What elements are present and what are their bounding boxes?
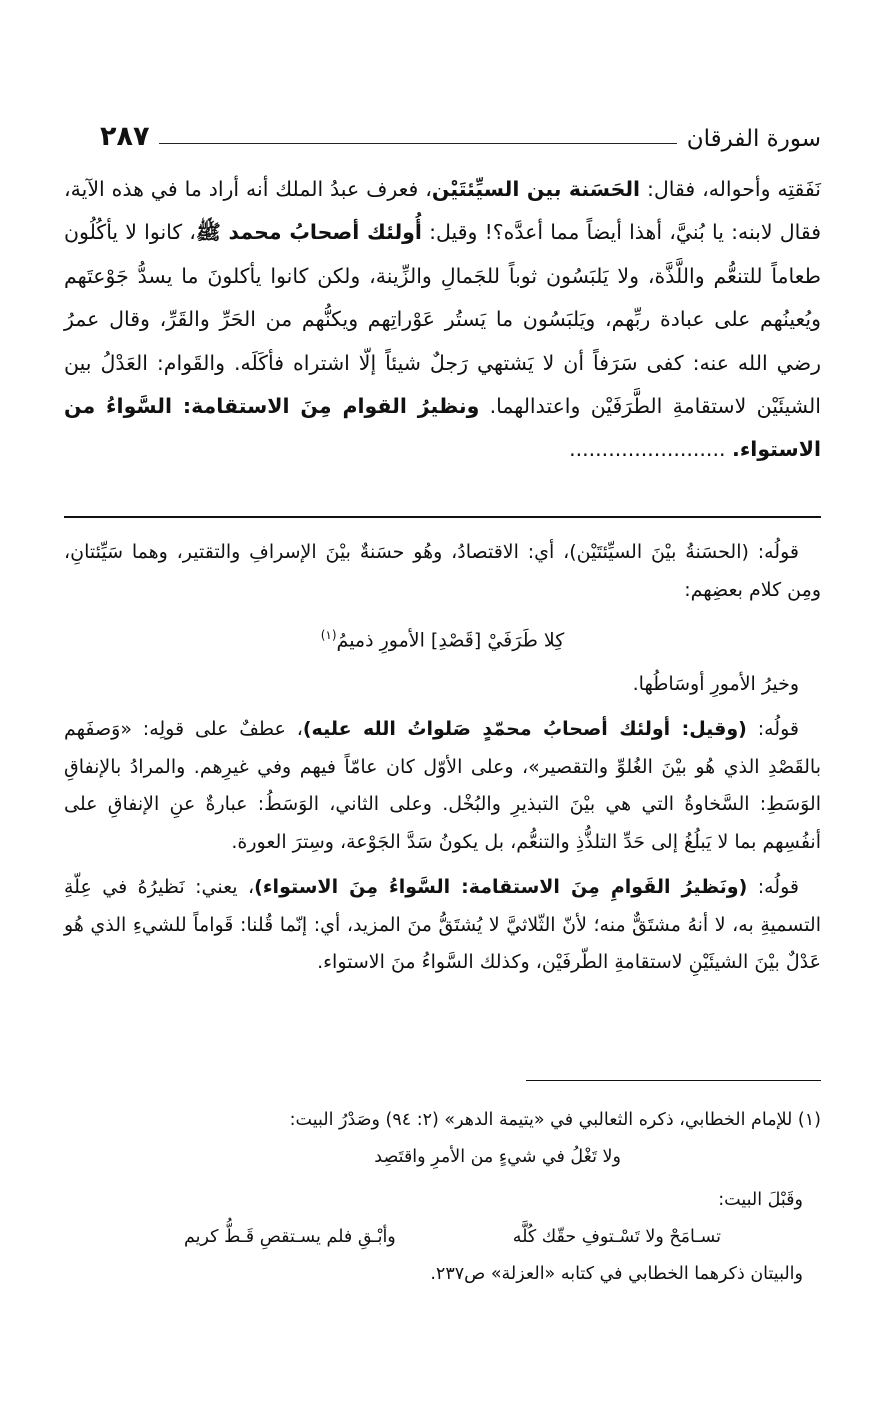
footnote-label: وقَبْلَ البيت:	[718, 1190, 803, 1210]
text-run: ، فعرف عبدُ الملك أنه أراد ما في هذه الآية، فقال لابنه: يا بُنيَّ، أهذا أيضاً مما أعدَّه؟! وقيل:	[64, 177, 822, 245]
text-run: ، عطفٌ على قولِه: «وَصفَهم بالقَصْدِ الذي هُو بيْنَ الغُلوِّ والتقصير»، وعلى الأوّل كان عامّاً فيهم وفي غيرِهم. والمرادُ بالإنفاقِ الوَسَطِ: السَّخاوةُ التي هي بيْنَ التبذيرِ والبُخْل. وعلى الثاني، الوَسَطُ: عبارةٌ عنِ الإنفاقِ على أنفُسِهم بما لا يَبلُغُ إلى حَدِّ التلذُّذِ والتنعُّم، بل يكونُ سَدَّ الجَوْعة، وسِترَ العورة.	[64, 718, 821, 853]
commentary	[64, 534, 821, 982]
main-text	[64, 168, 821, 472]
text-run: قولُه:	[746, 718, 799, 741]
verse-hemistich-first: تسـامَحْ ولا تَسْـتوفِ حقّك كُلَّه	[512, 1227, 721, 1247]
text-run: قولُه:	[747, 876, 799, 899]
header-rule	[159, 143, 676, 144]
text-run: نَفَقتِه وأحواله، فقال:	[640, 177, 821, 201]
footnote-verse-pair	[64, 1219, 821, 1256]
footnote-line: (١) للإمام الخطابي، ذكره الثعالبي في «يتيمة الدهر» (٢: ٩٤) وصَدْرُ البيت:	[289, 1110, 821, 1130]
commentary-line: وخيرُ الأمورِ أوسَاطُها.	[632, 672, 799, 695]
bold-phrase: (ونَظيرُ القَوامِ مِنَ الاستقامة: السَّواءُ مِنَ الاستواء)	[254, 876, 748, 899]
dotted-leader: ........................	[569, 437, 726, 462]
text-run: ، كانوا لا يأكُلُون طعاماً للتنعُّم واللَّذَّة، ولا يَلبَسُون ثوباً للجَمالِ والزِّينة، ولكن كانوا يأكلونَ ما يسدُّ جَوْعتَهم ويُعينُهم على عبادة ربِّهم، ويَلبَسُون ما يَستُر عَوْراتِهم ويكنُّهم من الحَرِّ والقَرِّ، وقال عمرُ رضي الله عنه: كفى سَرَفاً أن لا يَشتهي رَجلٌ شيئاً إلّا اشتراه فأكَلَه. والقَوام: العَدْلُ بين الشيئَيْن لاستقامةِ الطَّرَفَيْن واعتدالهما.	[64, 220, 821, 419]
page-number: ٢٨٧	[100, 121, 150, 152]
main-paragraph	[64, 168, 821, 472]
footnote-verse: ولا تَغْلُ في شيءٍ من الأمرِ واقتَصِد	[374, 1147, 621, 1167]
footnote-ref: (١)	[320, 628, 337, 642]
commentary-paragraph	[64, 869, 821, 982]
surah-title: سورة الفرقان	[686, 126, 821, 152]
bold-phrase: أُولئك أصحابُ محمد ﷺ	[195, 220, 422, 245]
bold-phrase: الحَسَنة بين السيِّئتَيْن	[431, 177, 641, 201]
text-separator	[64, 516, 821, 518]
text-run: ، يعني: نَظيرُهُ في عِلّةِ التسميةِ به، لا أنهُ مشتَقٌّ منه؛ لأنّ الثّلاثيَّ لا يُشتَقُّ منَ المزيد، أي: إنّما قُلنا: قَواماً للشيءِ الذي هُو عَدْلٌ بيْنَ الشيئَيْنِ لاستقامةِ الطّرفَيْن، وكذلك السَّواءُ منَ الاستواء.	[64, 876, 821, 974]
verse-line	[64, 617, 821, 660]
verse-text: كِلا طَرَفَيْ [قَصْدِ] الأمورِ ذميمُ	[336, 629, 565, 652]
commentary-paragraph	[64, 711, 821, 861]
footnotes	[64, 1102, 821, 1293]
page-header	[100, 112, 821, 152]
footnote-note: والبيتان ذكرهما الخطابي في كتابه «العزلة» ص٢٣٧.	[430, 1264, 803, 1284]
bold-phrase: ونظيرُ القوام مِنَ الاستقامة: السَّواءُ من الاستواء.	[64, 394, 821, 462]
verse-hemistich-second: وأبْـقِ فلم يسـتقصِ قَـطُّ كريم	[184, 1227, 396, 1247]
footnote-separator	[526, 1080, 821, 1081]
commentary-paragraph: قولُه: (الحسَنةُ بيْنَ السيِّئتَيْن)، أي: الاقتصادُ، وهُو حسَنةٌ بيْنَ الإسرافِ والتقتير، وهما سَيِّئتانِ، ومِن كلام بعضِهم:	[64, 541, 821, 601]
bold-phrase: (وقيل: أولئك أصحابُ محمّدٍ صَلواتُ الله عليه)	[302, 718, 747, 741]
